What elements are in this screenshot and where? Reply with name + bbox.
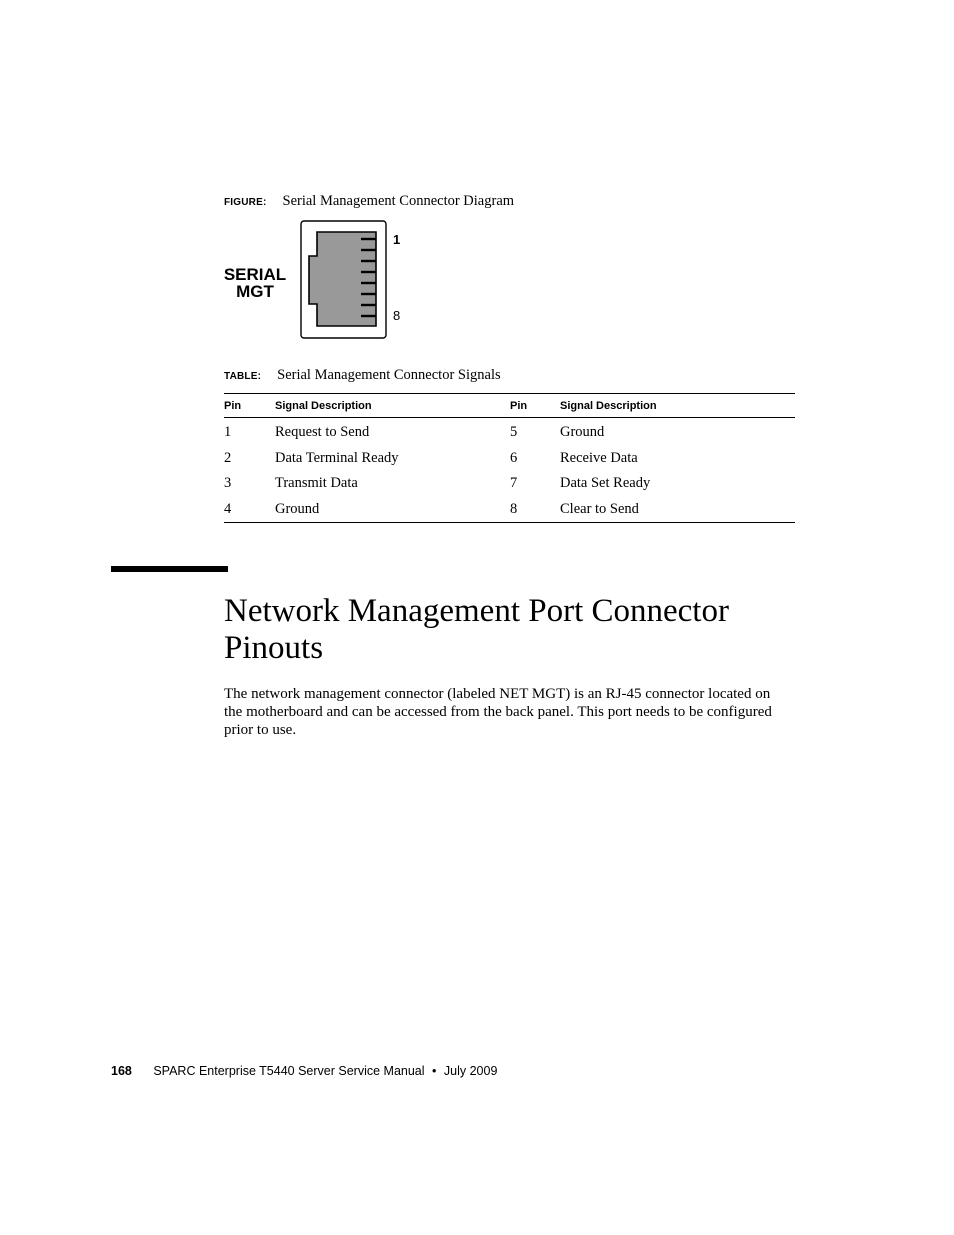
table-caption-title: Serial Management Connector Signals — [277, 367, 501, 383]
signal-cell: Request to Send — [275, 424, 370, 441]
footer-separator: • — [432, 1064, 437, 1078]
port-opening — [309, 232, 376, 326]
footer-title: SPARC Enterprise T5440 Server Service Manual — [153, 1064, 425, 1078]
table-row — [224, 471, 795, 497]
header-signal-description: Signal Description — [275, 394, 510, 418]
figure-caption-title: Serial Management Connector Diagram — [282, 193, 515, 209]
port-label — [222, 266, 288, 300]
pin-cell: 6 — [510, 449, 518, 466]
table-caption — [224, 366, 501, 384]
pin-cell: 7 — [510, 475, 518, 492]
pin-cell: 5 — [510, 424, 518, 441]
signal-cell: Transmit Data — [275, 475, 358, 492]
page-footer — [111, 1064, 497, 1078]
signal-cell: Receive Data — [560, 449, 638, 466]
signals-table — [224, 393, 795, 523]
pin-8-label: 8 — [393, 308, 401, 323]
pin-cell: 1 — [224, 424, 232, 441]
pin-1-label: 1 — [393, 232, 401, 247]
section-rule — [111, 566, 228, 572]
figure-caption — [224, 192, 514, 210]
signal-cell: Data Terminal Ready — [275, 449, 399, 466]
pin-cell: 8 — [510, 500, 518, 517]
pin-cell: 4 — [224, 500, 232, 517]
signal-cell: Clear to Send — [560, 500, 639, 517]
figure-caption-label: FIGURE: — [224, 197, 267, 208]
header-signal-description: Signal Description — [560, 394, 795, 418]
pin-cell: 2 — [224, 449, 232, 466]
table-caption-label: TABLE: — [224, 371, 262, 382]
header-pin: Pin — [510, 394, 560, 418]
rj45-port-graphic — [300, 220, 392, 340]
table-header-row — [224, 394, 795, 418]
header-pin: Pin — [224, 394, 275, 418]
section-paragraph: The network management connector (labeled NET MGT) is an RJ-45 connector located on the motherboard and can be accessed from the back panel. This port needs to be configured prior to use. — [224, 686, 772, 738]
page-number: 168 — [111, 1064, 132, 1078]
signal-cell: Data Set Ready — [560, 475, 651, 492]
table-row — [224, 446, 795, 472]
table-row — [224, 418, 795, 446]
port-label-line1: SERIAL — [223, 265, 287, 284]
port-label-line2: MGT — [236, 282, 274, 301]
section-heading: Network Management Port Connector Pinouts — [224, 593, 729, 666]
signal-cell: Ground — [560, 424, 605, 441]
pin-cell: 3 — [224, 475, 232, 492]
footer-date: July 2009 — [443, 1064, 498, 1078]
table-row — [224, 497, 795, 523]
serial-connector-diagram — [222, 218, 412, 342]
signal-cell: Ground — [275, 500, 320, 517]
